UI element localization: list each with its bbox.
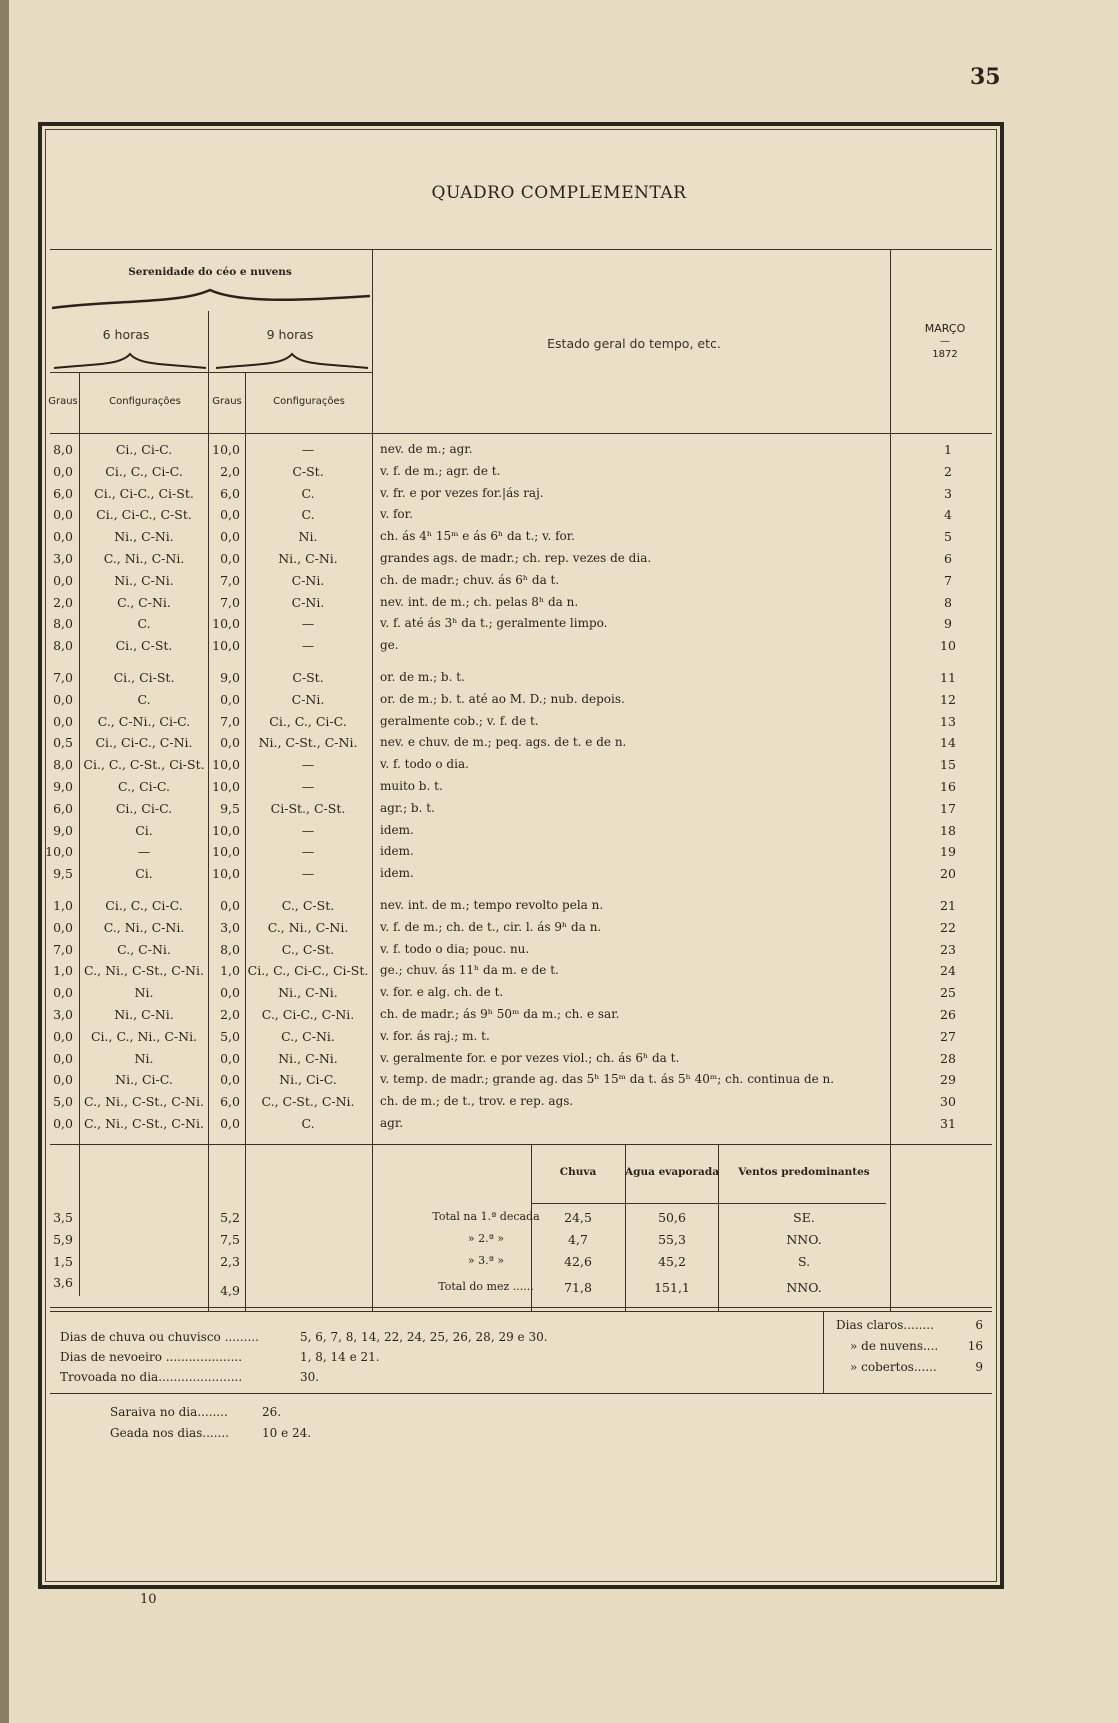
cell-graus-6: 0,0 <box>53 1116 73 1131</box>
cell-config-6: Ci., Ci-St. <box>113 670 175 685</box>
cell-graus-9: 2,0 <box>220 1007 240 1022</box>
note-nevoeiro-value: 1, 8, 14 e 21. <box>300 1350 380 1364</box>
summary-graus-6: 3,6 <box>53 1275 73 1290</box>
cell-config-9: — <box>301 866 315 882</box>
vline-5 <box>890 249 891 1312</box>
header-sub-rule <box>50 372 372 373</box>
summary-label: Total na 1.ª decada <box>432 1210 540 1223</box>
col-config-6: Configurações <box>109 396 181 407</box>
cell-config-9: C-Ni. <box>291 594 325 610</box>
cell-estado: idem. <box>380 822 414 837</box>
cell-graus-6: 8,0 <box>53 616 73 632</box>
summary-vento: SE. <box>793 1210 815 1225</box>
summary-graus-6: 5,9 <box>53 1232 73 1247</box>
cell-graus-9: 6,0 <box>220 1094 240 1110</box>
cell-estado: idem. <box>380 844 414 859</box>
cell-config-6: Ni., C-Ni. <box>114 572 174 588</box>
cell-config-9: C., C-St. <box>281 898 335 913</box>
cell-config-6: C., Ni., C-St., C-Ni. <box>84 1116 204 1131</box>
cell-config-6: Ni. <box>134 985 154 1001</box>
cell-day: 11 <box>940 670 956 685</box>
cell-graus-9: 10,0 <box>212 779 240 794</box>
summary-chuva: 24,5 <box>564 1210 592 1225</box>
note-saraiva-value: 26. <box>262 1405 282 1419</box>
cell-graus-6: 0,0 <box>53 691 73 707</box>
cell-estado: grandes ags. de madr.; ch. rep. vezes de dia. <box>380 551 652 565</box>
summary-agua: 45,2 <box>658 1254 686 1269</box>
cell-graus-9: 0,0 <box>220 691 240 707</box>
page-number: 35 <box>970 64 1001 90</box>
cell-estado: v. f. até ás 3ʰ da t.; geralmente limpo. <box>380 616 608 631</box>
summary-vento: NNO. <box>786 1232 822 1247</box>
summary-label: Total do mez ...... <box>438 1280 534 1293</box>
cell-graus-6: 3,0 <box>53 1007 73 1022</box>
cell-config-6: Ni., C-Ni. <box>114 529 174 545</box>
cell-estado: agr. <box>380 1116 404 1130</box>
col-graus-9: Graus <box>212 396 242 407</box>
cell-graus-6: 8,0 <box>53 638 73 654</box>
note-cobertos-value: 9 <box>975 1360 983 1374</box>
cell-graus-6: 0,0 <box>53 985 73 1001</box>
cell-graus-6: 0,0 <box>53 919 73 935</box>
note-nuvens-label: » de nuvens.... <box>850 1339 939 1353</box>
cell-estado: v. geralmente for. e por vezes viol.; ch. ás 6ʰ da t. <box>380 1050 680 1065</box>
cell-day: 26 <box>940 1007 956 1022</box>
cell-graus-9: 10,0 <box>212 757 240 773</box>
cell-graus-9: 9,5 <box>220 800 240 816</box>
cell-graus-6: 0,0 <box>53 1028 73 1044</box>
cell-graus-6: 1,0 <box>53 898 73 913</box>
summary-vento: S. <box>797 1254 811 1269</box>
cell-graus-6: 0,0 <box>53 1072 73 1088</box>
cell-config-6: Ci., C., C-St., Ci-St. <box>83 757 205 773</box>
summary-col-chuva: Chuva <box>559 1166 597 1178</box>
cell-config-9: Ni., C-Ni. <box>278 985 338 1001</box>
cell-day: 6 <box>944 551 952 566</box>
cell-config-6: Ci., C-St. <box>115 638 173 654</box>
cell-graus-6: 0,0 <box>53 463 73 479</box>
cell-day: 30 <box>940 1094 956 1110</box>
cell-day: 13 <box>940 713 956 729</box>
group-label: Serenidade do céo e nuvens <box>128 266 292 278</box>
cell-graus-6: 3,0 <box>53 551 73 566</box>
cell-estado: or. de m.; b. t. até ao M. D.; nub. depois. <box>380 691 625 706</box>
cell-config-9: — <box>301 822 315 838</box>
cell-estado: nev. int. de m.; ch. pelas 8ʰ da n. <box>380 594 579 609</box>
summary-vento: NNO. <box>786 1280 822 1295</box>
cell-day: 14 <box>940 735 956 751</box>
cell-config-9: Ci., C., Ci-C., Ci-St. <box>247 963 369 979</box>
summary-col-agua: Agua evaporada <box>625 1166 719 1178</box>
cell-graus-6: 0,0 <box>53 529 73 545</box>
summary-agua: 151,1 <box>654 1280 690 1295</box>
cell-graus-9: 1,0 <box>220 963 240 979</box>
cell-graus-6: 8,0 <box>53 757 73 773</box>
col-estado: Estado geral do tempo, etc. <box>547 336 721 351</box>
cell-graus-9: 10,0 <box>212 616 240 632</box>
cell-day: 10 <box>940 638 956 654</box>
notes-top-rule-2 <box>50 1311 992 1312</box>
header-top-rule <box>50 249 992 250</box>
cell-graus-6: 2,0 <box>53 594 73 610</box>
cell-graus-9: 0,0 <box>220 985 240 1001</box>
cell-graus-9: 9,0 <box>220 670 240 685</box>
cell-config-9: C. <box>301 485 315 501</box>
cell-config-6: C., C-Ni. <box>117 941 171 957</box>
cell-config-9: C., C-St., C-Ni. <box>261 1094 355 1110</box>
cell-estado: or. de m.; b. t. <box>380 670 465 684</box>
cell-graus-9: 7,0 <box>220 594 240 610</box>
cell-config-6: — <box>137 844 151 860</box>
summary-header-rule <box>531 1203 886 1204</box>
cell-estado: geralmente cob.; v. f. de t. <box>380 713 539 728</box>
cell-estado: nev. e chuv. de m.; peq. ags. de t. e de n. <box>380 735 627 750</box>
header-dash: — <box>940 336 950 347</box>
cell-config-9: — <box>301 442 315 457</box>
header-bottom-rule <box>50 433 992 434</box>
cell-graus-9: 3,0 <box>220 919 240 935</box>
cell-day: 29 <box>940 1072 956 1088</box>
cell-day: 22 <box>940 919 956 935</box>
cell-graus-6: 9,0 <box>53 822 73 838</box>
cell-day: 24 <box>940 963 956 979</box>
cell-config-9: C. <box>301 507 315 523</box>
summary-chuva: 71,8 <box>564 1280 592 1295</box>
header-6h: 6 horas <box>102 327 150 342</box>
cell-config-6: Ci. <box>135 866 153 882</box>
cell-graus-6: 0,0 <box>53 1050 73 1066</box>
cell-graus-9: 0,0 <box>220 1116 240 1131</box>
cell-graus-6: 0,5 <box>53 735 73 751</box>
cell-estado: ch. de madr.; chuv. ás 6ʰ da t. <box>380 572 560 587</box>
cell-config-9: C-St. <box>292 463 324 479</box>
cell-config-6: Ci., Ci-C., C-St. <box>96 507 192 523</box>
cell-graus-9: 0,0 <box>220 529 240 545</box>
cell-graus-9: 10,0 <box>212 866 240 882</box>
cell-day: 23 <box>940 941 956 957</box>
cell-day: 25 <box>940 985 956 1001</box>
cell-config-6: Ci., Ci-C., Ci-St. <box>94 485 194 501</box>
note-trovoada-label: Trovoada no dia...................... <box>60 1370 243 1384</box>
cell-graus-9: 2,0 <box>220 463 240 479</box>
summary-graus-6: 1,5 <box>53 1254 73 1269</box>
cell-estado: ch. ás 4ʰ 15ᵐ e ás 6ʰ da t.; v. for. <box>380 529 575 544</box>
cell-config-9: C-St. <box>292 670 324 685</box>
header-9h: 9 horas <box>266 327 314 342</box>
group-brace-icon <box>50 282 372 312</box>
cell-config-6: Ci. <box>135 822 153 838</box>
cell-graus-9: 0,0 <box>220 551 240 566</box>
vline-1 <box>79 372 80 1296</box>
cell-config-9: — <box>301 616 315 632</box>
summary-chuva: 42,6 <box>564 1254 592 1269</box>
vline-3 <box>245 372 246 1312</box>
cell-graus-6: 0,0 <box>53 572 73 588</box>
cell-graus-9: 0,0 <box>220 898 240 913</box>
cell-config-9: C-Ni. <box>291 691 325 707</box>
cell-config-9: Ni., Ci-C. <box>279 1072 337 1088</box>
cell-graus-6: 6,0 <box>53 800 73 816</box>
cell-graus-9: 10,0 <box>212 638 240 654</box>
cell-estado: nev. int. de m.; tempo revolto pela n. <box>380 898 604 912</box>
notes-bottom-rule <box>50 1393 992 1394</box>
cell-config-6: C., C-Ni. <box>117 594 171 610</box>
header-year: 1872 <box>932 349 958 360</box>
summary-label: » 2.ª » <box>467 1232 505 1245</box>
summary-agua: 50,6 <box>658 1210 686 1225</box>
cell-graus-6: 7,0 <box>53 670 73 685</box>
cell-day: 3 <box>944 485 952 501</box>
summary-agua: 55,3 <box>658 1232 686 1247</box>
cell-day: 28 <box>940 1050 956 1066</box>
cell-day: 1 <box>944 442 952 457</box>
cell-estado: ch. de m.; de t., trov. e rep. ags. <box>380 1094 574 1109</box>
cell-config-6: Ni., Ci-C. <box>115 1072 173 1088</box>
cell-config-6: C., Ni., C-Ni. <box>103 919 185 935</box>
cell-graus-6: 9,0 <box>53 779 73 794</box>
cell-config-6: C., Ni., C-St., C-Ni. <box>84 963 204 979</box>
cell-config-9: Ni. <box>298 529 318 545</box>
cell-config-9: C-Ni. <box>291 572 325 588</box>
cell-estado: v. fr. e por vezes for.|ás raj. <box>380 485 544 500</box>
cell-estado: v. for. e alg. ch. de t. <box>380 985 504 1000</box>
cell-day: 31 <box>940 1116 956 1131</box>
cell-graus-6: 0,0 <box>53 507 73 523</box>
cell-graus-9: 10,0 <box>212 844 240 860</box>
cell-graus-9: 0,0 <box>220 735 240 751</box>
note-claros-value: 6 <box>975 1318 983 1332</box>
cell-graus-9: 5,0 <box>220 1028 240 1044</box>
cell-day: 7 <box>944 572 952 588</box>
cell-graus-6: 10,0 <box>45 844 73 860</box>
note-saraiva-label: Saraiva no dia........ <box>110 1405 228 1419</box>
cell-graus-6: 5,0 <box>53 1094 73 1110</box>
cell-estado: v. f. todo o dia. <box>380 757 469 772</box>
cell-config-9: C., Ci-C., C-Ni. <box>261 1007 355 1022</box>
summary-graus-6: 3,5 <box>53 1210 73 1225</box>
summary-label: » 3.ª » <box>467 1254 505 1267</box>
cell-config-6: C., Ci-C. <box>118 779 170 794</box>
header-month: MARÇO <box>924 322 966 335</box>
cell-config-6: C., Ni., C-Ni. <box>103 551 185 566</box>
cell-config-6: Ci., C., Ni., C-Ni. <box>90 1028 198 1044</box>
summary-top-rule <box>50 1144 992 1145</box>
cell-day: 18 <box>940 822 956 838</box>
cell-day: 16 <box>940 779 956 794</box>
cell-estado: idem. <box>380 866 414 881</box>
summary-graus-9: 7,5 <box>220 1232 240 1247</box>
cell-estado: v. f. de m.; agr. de t. <box>380 463 501 478</box>
cell-config-9: Ci., C., Ci-C. <box>269 713 347 729</box>
cell-estado: v. f. todo o dia; pouc. nu. <box>380 941 530 956</box>
cell-day: 12 <box>940 691 956 707</box>
vline-2 <box>208 311 209 1312</box>
note-geada-label: Geada nos dias....... <box>110 1426 229 1440</box>
book-spine <box>0 0 9 1723</box>
cell-graus-9: 10,0 <box>212 822 240 838</box>
cell-graus-6: 0,0 <box>53 713 73 729</box>
cell-graus-9: 7,0 <box>220 572 240 588</box>
cell-graus-9: 10,0 <box>212 442 240 457</box>
cell-estado: ge.; chuv. ás 11ʰ da m. e de t. <box>380 963 559 978</box>
cell-config-6: Ni. <box>134 1050 154 1066</box>
cell-estado: agr.; b. t. <box>380 800 435 815</box>
cell-graus-9: 7,0 <box>220 713 240 729</box>
notes-top-rule <box>50 1307 992 1308</box>
note-trovoada-value: 30. <box>300 1370 320 1384</box>
cell-estado: v. for. <box>380 507 413 522</box>
summary-chuva: 4,7 <box>568 1232 588 1247</box>
cell-config-9: C., Ni., C-Ni. <box>267 919 349 935</box>
cell-config-9: — <box>301 844 315 860</box>
cell-graus-6: 6,0 <box>53 485 73 501</box>
cell-config-9: C., C-St. <box>281 941 335 957</box>
cell-config-9: Ci-St., C-St. <box>270 800 346 816</box>
cell-estado: ge. <box>380 638 399 653</box>
cell-graus-9: 8,0 <box>220 941 240 957</box>
cell-graus-6: 8,0 <box>53 442 73 457</box>
brace-9h-icon <box>212 350 372 372</box>
cell-config-6: C., Ni., C-St., C-Ni. <box>84 1094 204 1110</box>
cell-config-9: — <box>301 779 315 794</box>
cell-day: 8 <box>944 594 952 610</box>
cell-config-9: Ni., C-Ni. <box>278 1050 338 1066</box>
cell-day: 27 <box>940 1028 956 1044</box>
cell-estado: v. f. de m.; ch. de t., cir. l. ás 9ʰ da n. <box>380 919 602 934</box>
cell-day: 20 <box>940 866 956 882</box>
cell-config-6: C. <box>137 691 151 707</box>
note-claros-label: Dias claros........ <box>836 1318 934 1332</box>
cell-config-6: C. <box>137 616 151 632</box>
cell-config-9: C., C-Ni. <box>281 1028 335 1044</box>
note-cobertos-label: » cobertos...... <box>850 1360 937 1374</box>
cell-config-6: C., C-Ni., Ci-C. <box>97 713 191 729</box>
cell-config-9: — <box>301 638 315 654</box>
summary-graus-9: 5,2 <box>220 1210 240 1225</box>
note-geada-value: 10 e 24. <box>262 1426 312 1440</box>
cell-config-6: Ci., Ci-C., C-Ni. <box>95 735 193 751</box>
cell-config-9: Ni., C-St., C-Ni. <box>258 735 358 751</box>
cell-config-6: Ci., C., Ci-C. <box>105 898 183 913</box>
cell-day: 9 <box>944 616 952 632</box>
cell-graus-9: 0,0 <box>220 1050 240 1066</box>
summary-graus-9: 2,3 <box>220 1254 240 1269</box>
note-chuva-value: 5, 6, 7, 8, 14, 22, 24, 25, 26, 28, 29 e 30. <box>300 1330 548 1344</box>
cell-day: 5 <box>944 529 952 545</box>
cell-graus-6: 9,5 <box>53 866 73 882</box>
note-nuvens-value: 16 <box>967 1339 983 1353</box>
cell-day: 2 <box>944 463 952 479</box>
col-graus-6: Graus <box>48 396 78 407</box>
note-nevoeiro-label: Dias de nevoeiro .................... <box>60 1350 243 1364</box>
brace-6h-icon <box>50 350 210 372</box>
cell-config-9: — <box>301 757 315 773</box>
cell-day: 21 <box>940 898 956 913</box>
cell-graus-9: 6,0 <box>220 485 240 501</box>
cell-config-6: Ci., C., Ci-C. <box>105 463 183 479</box>
cell-estado: ch. de madr.; ás 9ʰ 50ᵐ da m.; ch. e sar. <box>380 1007 620 1021</box>
cell-day: 4 <box>944 507 952 523</box>
page-title: QUADRO COMPLEMENTAR <box>431 183 687 203</box>
cell-config-9: Ni., C-Ni. <box>278 551 338 566</box>
cell-estado: muito b. t. <box>380 779 443 793</box>
note-chuva-label: Dias de chuva ou chuvisco ......... <box>60 1330 259 1344</box>
cell-estado: v. for. ás raj.; m. t. <box>380 1028 490 1043</box>
vline-notes <box>823 1311 824 1393</box>
cell-config-6: Ci., Ci-C. <box>115 442 173 457</box>
summary-graus-9: 4,9 <box>220 1283 240 1298</box>
cell-graus-6: 1,0 <box>53 963 73 979</box>
cell-graus-6: 7,0 <box>53 941 73 957</box>
cell-config-6: Ci., Ci-C. <box>115 800 173 816</box>
cell-config-9: C. <box>301 1116 315 1131</box>
cell-graus-9: 0,0 <box>220 507 240 523</box>
cell-estado: nev. de m.; agr. <box>380 442 473 456</box>
cell-config-6: Ni., C-Ni. <box>114 1007 174 1022</box>
cell-graus-9: 0,0 <box>220 1072 240 1088</box>
summary-col-ventos: Ventos predominantes <box>738 1166 870 1178</box>
vline-4 <box>372 249 373 1312</box>
cell-day: 17 <box>940 800 956 816</box>
col-config-9: Configurações <box>273 396 345 407</box>
cell-day: 15 <box>940 757 956 773</box>
cell-day: 19 <box>940 844 956 860</box>
cell-estado: v. temp. de madr.; grande ag. das 5ʰ 15ᵐ da t. ás 5ʰ 40ᵐ; ch. continua de n. <box>380 1072 835 1087</box>
footer-signature: 10 <box>140 1592 157 1607</box>
